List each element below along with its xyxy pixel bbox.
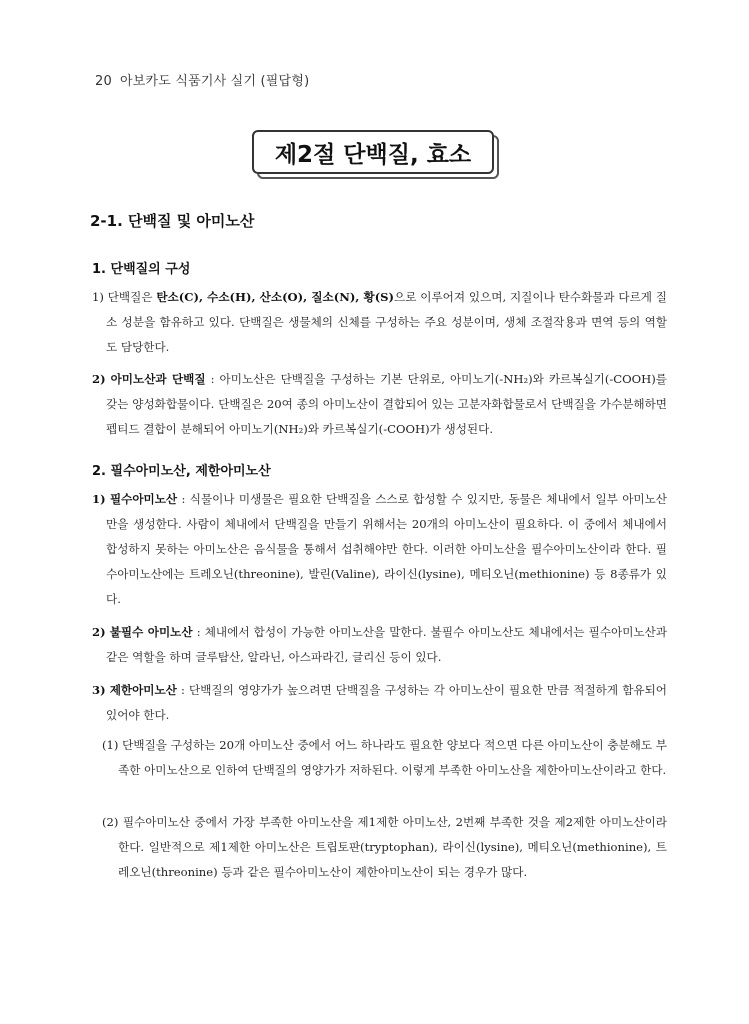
chapter-title-box bbox=[252, 130, 497, 176]
sub-heading-2: 2. 필수아미노산, 제한아미노산 bbox=[92, 464, 271, 479]
note-number: (2) bbox=[102, 815, 119, 829]
item-text: : 체내에서 합성이 가능한 아미노산을 말한다. 불필수 아미노산도 체내에서는 필수아미노산과 같은 역할을 하며 글루탐산, 알라닌, 아스파라긴, 글리신 등이 있다. bbox=[106, 625, 668, 664]
item-text: : 단백질의 영양가가 높으려면 단백질을 구성하는 각 아미노산이 필요한 만큼 적절하게 함유되어 있어야 한다. bbox=[106, 683, 667, 722]
paragraph-2-2 bbox=[92, 620, 667, 670]
item-number: 2) bbox=[92, 372, 106, 386]
page-header bbox=[95, 70, 309, 89]
page-number: 20 bbox=[95, 74, 112, 89]
note-text: 필수아미노산 중에서 가장 부족한 아미노산을 제1제한 아미노산, 2번째 부족한 것을 제2제한 아미노산이라 한다. 일반적으로 제1제한 아미노산은 트립토판(tryptophan), 라이신(lysine), 메티오닌(methionine), 트레오닌(threonine) 등과 같은 필수아미노산이 제한아미노산이 되는 경우가 많다. bbox=[118, 815, 667, 879]
note-1 bbox=[102, 733, 667, 783]
note-text: 단백질을 구성하는 20개 아미노산 중에서 어느 하나라도 필요한 양보다 적으면 다른 아미노산이 충분해도 부족한 아미노산으로 인하여 단백질의 영양가가 저하된다. 이렇게 부족한 아미노산을 제한아미노산이라고 한다. bbox=[118, 738, 667, 777]
item-lead: 단백질은 bbox=[107, 290, 157, 304]
paragraph-1-2 bbox=[92, 367, 667, 442]
book-title: 아보카도 식품기사 실기 (필답형) bbox=[119, 74, 310, 89]
note-2 bbox=[102, 810, 667, 885]
item-number: 1) bbox=[92, 492, 106, 506]
term-bold: 필수아미노산 bbox=[109, 492, 178, 506]
item-text: : 아미노산은 단백질을 구성하는 기본 단위로, 아미노기(-NH₂)와 카르복실기(-COOH)를 갖는 양성화합물이다. 단백질은 20여 종의 아미노산이 결합되어 있는 고분자화합물로서 단백질을 가수분해하면 펩티드 결합이 분해되어 아미노기(NH₂)와 카르복실기(-COOH)가 생성된다. bbox=[106, 372, 668, 436]
section-title: 2-1. 단백질 및 아미노산 bbox=[90, 212, 255, 230]
term-bold: 불필수 아미노산 bbox=[109, 625, 193, 639]
item-text: 으로 이루어져 있으며, 지질이나 탄수화물과 다르게 질소 성분을 함유하고 있다. 단백질은 생물체의 신체를 구성하는 주요 성분이며, 생체 조절작용과 면역 등의 역할도 담당한다. bbox=[106, 290, 667, 354]
item-text: : 식물이나 미생물은 필요한 단백질을 스스로 합성할 수 있지만, 동물은 체내에서 일부 아미노산만을 생성한다. 사람이 체내에서 단백질을 만들기 위해서는 20개의 아미노산이 필요하다. 이 중에서 체내에서 합성하지 못하는 아미노산은 음식물을 통해서 섭취해야만 한다. 이러한 아미노산을 필수아미노산이라 한다. 필수아미노산에는 트레오닌(threonine), 발린(Valine), 라이신(lysine), 메티오닌(methionine) 등 8종류가 있다. bbox=[106, 492, 668, 606]
paragraph-1-1 bbox=[92, 285, 667, 360]
item-number: 2) bbox=[92, 625, 106, 639]
item-number: 3) bbox=[92, 683, 106, 697]
item-number: 1) bbox=[92, 290, 104, 304]
term-bold: 아미노산과 단백질 bbox=[110, 372, 206, 386]
note-number: (1) bbox=[102, 738, 119, 752]
term-bold: 제한아미노산 bbox=[109, 683, 177, 697]
elements-bold: 탄소(C), 수소(H), 산소(O), 질소(N), 황(S) bbox=[156, 290, 395, 304]
sub-heading-1: 1. 단백질의 구성 bbox=[92, 262, 191, 277]
paragraph-2-1 bbox=[92, 487, 667, 612]
paragraph-2-3 bbox=[92, 678, 667, 728]
chapter-title: 제2절 단백질, 효소 bbox=[252, 130, 494, 174]
